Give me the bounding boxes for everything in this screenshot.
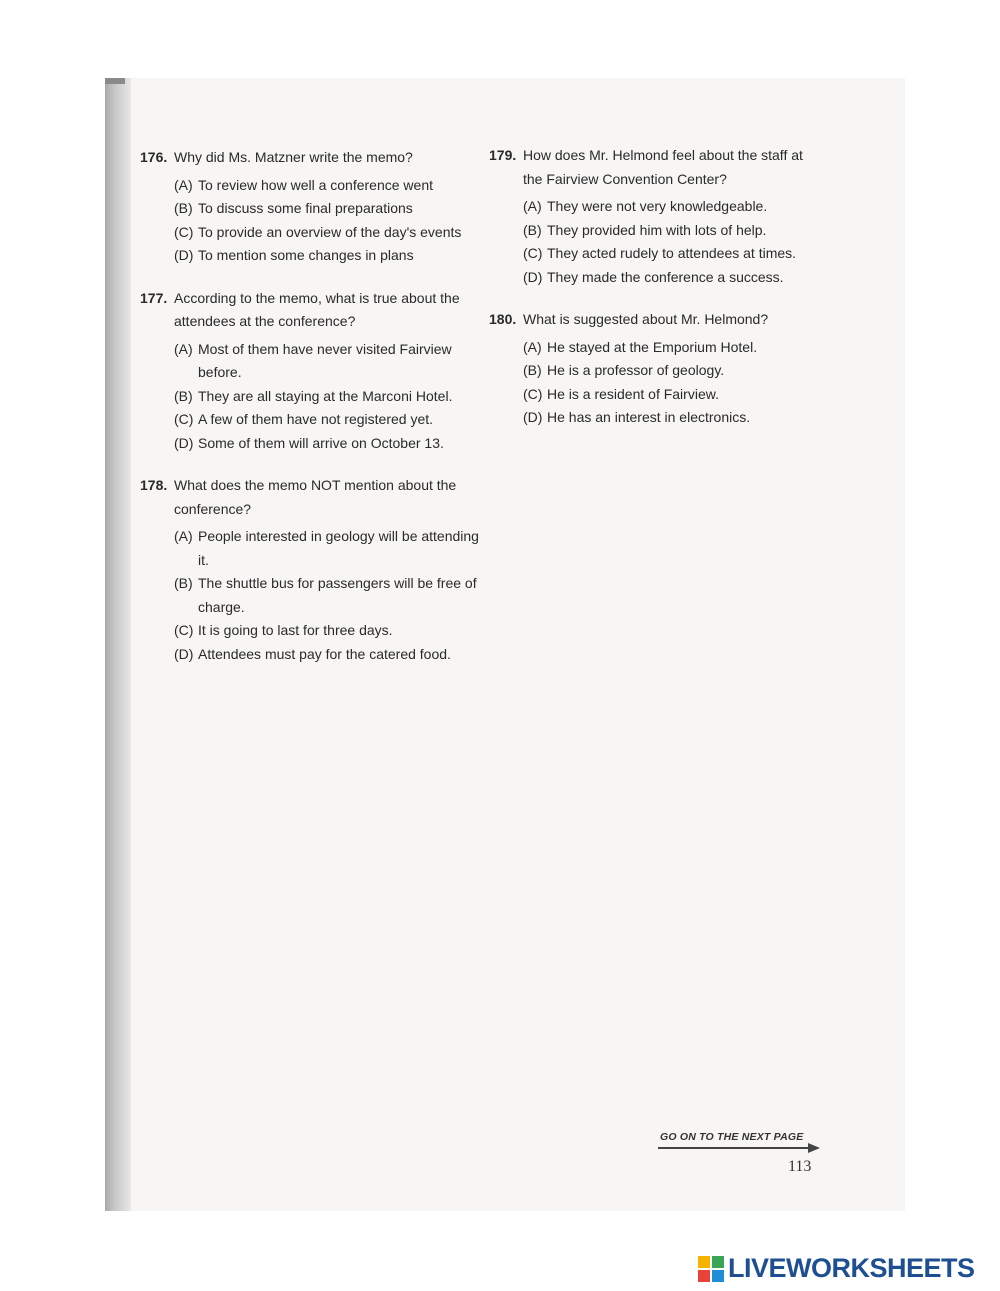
logo-square [712,1270,724,1282]
answer-option[interactable] [174,197,480,221]
option-letter: (A) [523,338,542,355]
answer-option[interactable] [523,359,819,383]
logo-square [698,1270,710,1282]
option-text: Some of them will arrive on October 13. [198,434,444,451]
answer-option[interactable] [174,432,480,456]
question-stem [140,287,480,334]
question-text: What does the memo NOT mention about the conference? [174,477,457,517]
question-180 [489,308,819,430]
option-letter: (A) [174,528,193,544]
answer-option[interactable] [523,406,819,430]
answer-option[interactable] [523,195,819,219]
option-letter: (D) [174,645,194,662]
option-text: They made the conference a success. [547,268,784,285]
answer-option[interactable] [174,221,480,245]
option-letter: (D) [174,247,194,263]
logo-square [712,1256,724,1268]
answer-option[interactable] [174,619,480,643]
answer-options [174,174,480,268]
question-176 [140,146,480,268]
question-stem [140,146,480,170]
next-page-arrow-line [658,1147,810,1149]
option-text: Most of them have never visited Fairview before. [198,340,452,380]
answer-options [523,336,819,430]
option-text: He is a professor of geology. [547,362,725,378]
option-text: They were not very knowledgeable. [547,198,768,214]
brand-name: LIVEWORKSHEETS [728,1253,975,1283]
question-177 [140,287,480,456]
option-letter: (D) [174,434,194,451]
arrow-right-icon [808,1143,820,1153]
question-number: 177. [140,289,168,306]
option-letter: (D) [523,409,543,425]
option-text: Attendees must pay for the catered food. [198,645,451,662]
liveworksheets-icon [698,1256,724,1282]
option-letter: (A) [523,198,542,214]
option-letter: (B) [174,200,193,216]
question-text: How does Mr. Helmond feel about the staff at the Fairview Convention Center? [523,147,803,187]
answer-option[interactable] [174,244,480,268]
question-stem [140,474,480,521]
option-text: He is a resident of Fairview. [547,385,719,402]
option-letter: (A) [174,340,193,357]
answer-option[interactable] [174,643,480,667]
question-text: What is suggested about Mr. Helmond? [523,311,769,327]
question-179 [489,144,819,289]
answer-options [174,525,480,666]
option-letter: (B) [523,221,542,238]
option-letter: (C) [523,245,543,261]
question-number: 180. [489,311,517,327]
answer-option[interactable] [523,266,819,290]
option-text: To discuss some final preparations [198,200,413,216]
question-178 [140,474,480,666]
option-letter: (A) [174,176,193,193]
question-stem [489,144,819,191]
answer-option[interactable] [174,174,480,198]
right-column [489,144,819,449]
option-letter: (C) [174,622,194,638]
question-number: 178. [140,477,168,493]
option-text: They provided him with lots of help. [547,221,767,238]
answer-option[interactable] [523,219,819,243]
answer-option[interactable] [523,242,819,266]
answer-option[interactable] [174,338,480,385]
option-letter: (B) [174,575,193,591]
question-stem [489,308,819,332]
option-letter: (D) [523,268,543,285]
answer-option[interactable] [174,572,480,619]
option-text: People interested in geology will be attending it. [198,528,479,568]
answer-options [174,338,480,456]
option-text: The shuttle bus for passengers will be free of charge. [198,575,477,615]
option-text: They acted rudely to attendees at times. [547,245,797,261]
option-letter: (C) [174,411,194,427]
option-letter: (C) [523,385,543,402]
scan-corner-mark [105,78,125,84]
answer-options [523,195,819,289]
answer-option[interactable] [523,336,819,360]
option-letter: (B) [523,362,542,378]
option-text: To mention some changes in plans [198,247,414,263]
option-letter: (B) [174,387,193,404]
option-text: To provide an overview of the day's events [198,223,462,240]
option-text: They are all staying at the Marconi Hotel. [198,387,453,404]
option-letter: (C) [174,223,194,240]
option-text: It is going to last for three days. [198,622,393,638]
option-text: To review how well a conference went [198,176,434,193]
option-text: A few of them have not registered yet. [198,411,434,427]
answer-option[interactable] [174,385,480,409]
answer-option[interactable] [523,383,819,407]
liveworksheets-logo [698,1253,975,1284]
question-text: According to the memo, what is true about the attendees at the conference? [174,289,460,329]
question-number: 176. [140,149,168,165]
option-text: He has an interest in electronics. [547,409,751,425]
answer-option[interactable] [174,525,480,572]
book-spine-shadow [105,78,131,1211]
next-page-label: GO ON TO THE NEXT PAGE [660,1131,804,1143]
answer-option[interactable] [174,408,480,432]
option-text: He stayed at the Emporium Hotel. [547,338,758,355]
question-text: Why did Ms. Matzner write the memo? [174,149,413,165]
left-column [140,146,480,685]
page-number: 113 [788,1158,812,1175]
logo-square [698,1256,710,1268]
question-number: 179. [489,147,517,163]
